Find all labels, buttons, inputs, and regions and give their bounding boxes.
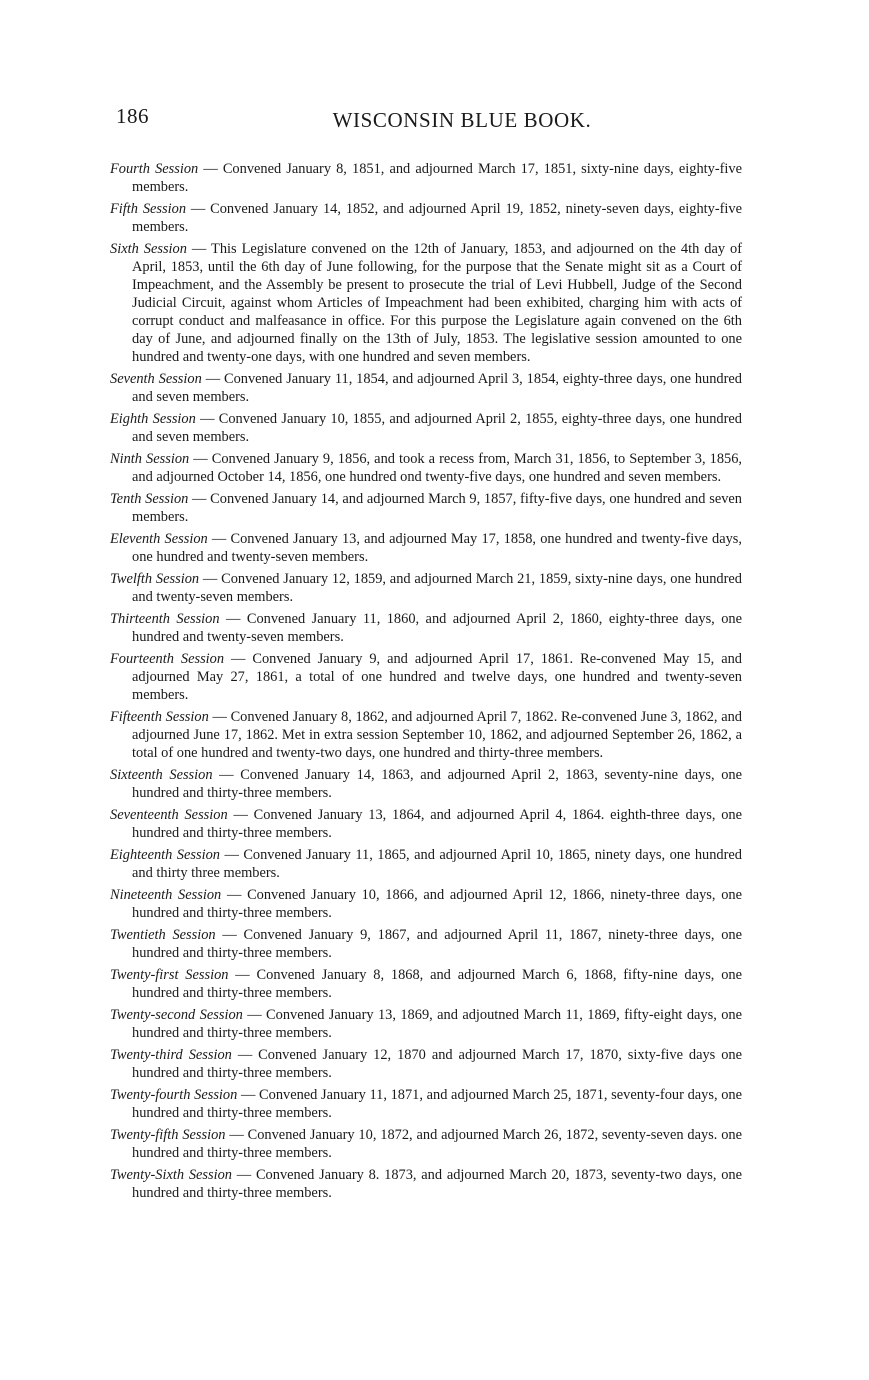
session-entry — [110, 806, 742, 842]
session-details: Convened January 10, 1866, and adjourned April 12, 1866, ninety-three days, one hundred and thirty-three members. — [132, 887, 742, 921]
session-entry — [110, 1126, 742, 1162]
session-details: Convened January 14, and adjourned March 9, 1857, fifty-five days, one hundred and seven members. — [132, 491, 742, 525]
session-entry — [110, 570, 742, 606]
em-dash-separator: — — [199, 571, 222, 587]
em-dash-separator: — — [231, 1047, 259, 1063]
em-dash-separator: — — [198, 161, 223, 177]
session-name: Ninth Session — [110, 451, 190, 467]
em-dash-separator: — — [225, 1127, 248, 1143]
session-name: Eighteenth Session — [110, 847, 220, 863]
session-details: Convened January 9, and adjourned April 17, 1861. Re-convened May 15, and adjourned May 27, 1861, a total of one hundred and twelve days, one hundred and twenty-seven members. — [132, 651, 742, 703]
session-details: Convened January 12, 1859, and adjourned March 21, 1859, sixty-nine days, one hundred and twenty-seven members. — [132, 571, 742, 605]
session-name: Fourteenth Session — [110, 651, 225, 667]
em-dash-separator: — — [188, 491, 211, 507]
session-name: Eighth Session — [110, 411, 196, 427]
session-list — [110, 160, 742, 1206]
em-dash-separator: — — [195, 411, 219, 427]
session-details: Convened January 13, and adjourned May 17, 1858, one hundred and twenty-five days, one hundred and twenty-seven members. — [132, 531, 742, 565]
session-name: Seventeenth Session — [110, 807, 228, 823]
session-entry — [110, 200, 742, 236]
session-name: Fifth Session — [110, 201, 187, 217]
session-details: Convened January 8, 1862, and adjourned April 7, 1862. Re-convened June 3, 1862, and adjourned June 17, 1862. Met in extra session September 10, 1862, and adjourned September 26, 1862, a total of one hundred and twenty-two days, one hundred and thirty-three members. — [132, 709, 742, 761]
session-name: Seventh Session — [110, 371, 202, 387]
session-name: Tenth Session — [110, 491, 189, 507]
session-name: Twenty-Sixth Session — [110, 1167, 233, 1183]
session-entry — [110, 160, 742, 196]
session-details: Convened January 9, 1856, and took a recess from, March 31, 1856, to September 3, 1856, and adjourned October 14, 1856, one hundred ond twenty-five days, one hundred and seven members. — [132, 451, 743, 485]
session-details: Convened January 10, 1872, and adjourned March 26, 1872, seventy-seven days. one hundred and thirty-three members. — [132, 1127, 742, 1161]
session-details: Convened January 13, 1869, and adjoutned March 11, 1869, fifty-eight days, one hundred and thirty-three members. — [132, 1007, 742, 1041]
em-dash-separator: — — [207, 531, 231, 547]
session-details: Convened January 8, 1851, and adjourned March 17, 1851, sixty-nine days, eighty-five members. — [132, 161, 743, 195]
session-name: Twenty-fifth Session — [110, 1127, 226, 1143]
session-entry — [110, 966, 742, 1002]
session-details: Convened January 12, 1870 and adjourned March 17, 1870, sixty-five days one hundred and thirty-three members. — [132, 1047, 743, 1081]
em-dash-separator: — — [227, 807, 254, 823]
page-number: 186 — [116, 104, 149, 128]
session-entry — [110, 708, 742, 762]
em-dash-separator: — — [201, 371, 224, 387]
session-details: Convened January 8. 1873, and adjourned March 20, 1873, seventy-two days, one hundred and thirty-three members. — [132, 1167, 743, 1201]
session-entry — [110, 1166, 742, 1202]
em-dash-separator: — — [228, 967, 257, 983]
session-entry — [110, 370, 742, 406]
session-name: Fifteenth Session — [110, 709, 209, 725]
session-details: Convened January 9, 1867, and adjourned April 11, 1867, ninety-three days, one hundred and thirty-three members. — [132, 927, 743, 961]
session-name: Twenty-first Session — [110, 967, 229, 983]
session-details: Convened January 11, 1865, and adjourned April 10, 1865, ninety days, one hundred and thirty three members. — [132, 847, 742, 881]
em-dash-separator: — — [186, 241, 212, 257]
session-entry — [110, 1006, 742, 1042]
session-name: Fourth Session — [110, 161, 199, 177]
session-details: This Legislature convened on the 12th of January, 1853, and adjourned on the 4th day of April, 1853, until the 6th day of June following, for the purpose that the Senate might sit as a Court of Impeachment, and the Assembly be present to prosecute the trial of Levi Hubbell, Judge of the Second Judicial Circuit, against whom Articles of Impeachment had been exhibited, charging him with acts of corrupt conduct and malfeasance in office. For this purpose the Legislature again convened on the 6th day of June, and adjourned finally on the 13th of July, 1853. The legislative session amounted to one hundred and twenty-one days, with one hundred and seven members. — [132, 241, 743, 365]
session-entry — [110, 1046, 742, 1082]
session-entry — [110, 926, 742, 962]
session-details: Convened January 11, 1860, and adjourned April 2, 1860, eighty-three days, one hundred and twenty-seven members. — [132, 611, 742, 645]
em-dash-separator: — — [215, 927, 244, 943]
em-dash-separator: — — [189, 451, 212, 467]
session-entry — [110, 886, 742, 922]
session-name: Twelfth Session — [110, 571, 200, 587]
session-name: Sixteenth Session — [110, 767, 213, 783]
session-name: Nineteenth Session — [110, 887, 222, 903]
session-entry — [110, 1086, 742, 1122]
session-details: Convened January 14, 1852, and adjourned April 19, 1852, ninety-seven days, eighty-five members. — [132, 201, 742, 235]
session-entry — [110, 410, 742, 446]
em-dash-separator: — — [237, 1087, 260, 1103]
em-dash-separator: — — [219, 611, 247, 627]
session-name: Eleventh Session — [110, 531, 208, 547]
session-details: Convened January 10, 1855, and adjourned April 2, 1855, eighty-three days, one hundred and seven members. — [132, 411, 742, 445]
session-details: Convened January 11, 1871, and adjourned March 25, 1871, seventy-four days, one hundred and thirty-three members. — [132, 1087, 742, 1121]
session-name: Sixth Session — [110, 241, 187, 257]
session-details: Convened January 11, 1854, and adjourned April 3, 1854, eighty-three days, one hundred and seven members. — [132, 371, 742, 405]
em-dash-separator: — — [232, 1167, 256, 1183]
session-entry — [110, 766, 742, 802]
session-name: Twentieth Session — [110, 927, 216, 943]
session-name: Twenty-fourth Session — [110, 1087, 238, 1103]
session-details: Convened January 13, 1864, and adjourned April 4, 1864. eighth-three days, one hundred and thirty-three members. — [132, 807, 742, 841]
session-name: Twenty-second Session — [110, 1007, 243, 1023]
running-title: WISCONSIN BLUE BOOK. — [332, 108, 592, 132]
session-details: Convened January 8, 1868, and adjourned March 6, 1868, fifty-nine days, one hundred and thirty-three members. — [132, 967, 742, 1001]
em-dash-separator: — — [212, 767, 241, 783]
em-dash-separator: — — [224, 651, 253, 667]
session-entry — [110, 610, 742, 646]
session-name: Thirteenth Session — [110, 611, 220, 627]
em-dash-separator: — — [242, 1007, 267, 1023]
em-dash-separator: — — [221, 887, 248, 903]
session-entry — [110, 450, 742, 486]
em-dash-separator: — — [186, 201, 211, 217]
session-entry — [110, 846, 742, 882]
session-entry — [110, 530, 742, 566]
session-name: Twenty-third Session — [110, 1047, 232, 1063]
em-dash-separator: — — [219, 847, 244, 863]
session-entry — [110, 650, 742, 704]
session-details: Convened January 14, 1863, and adjourned April 2, 1863, seventy-nine days, one hundred and thirty-three members. — [132, 767, 742, 801]
session-entry — [110, 240, 742, 366]
session-entry — [110, 490, 742, 526]
em-dash-separator: — — [208, 709, 231, 725]
